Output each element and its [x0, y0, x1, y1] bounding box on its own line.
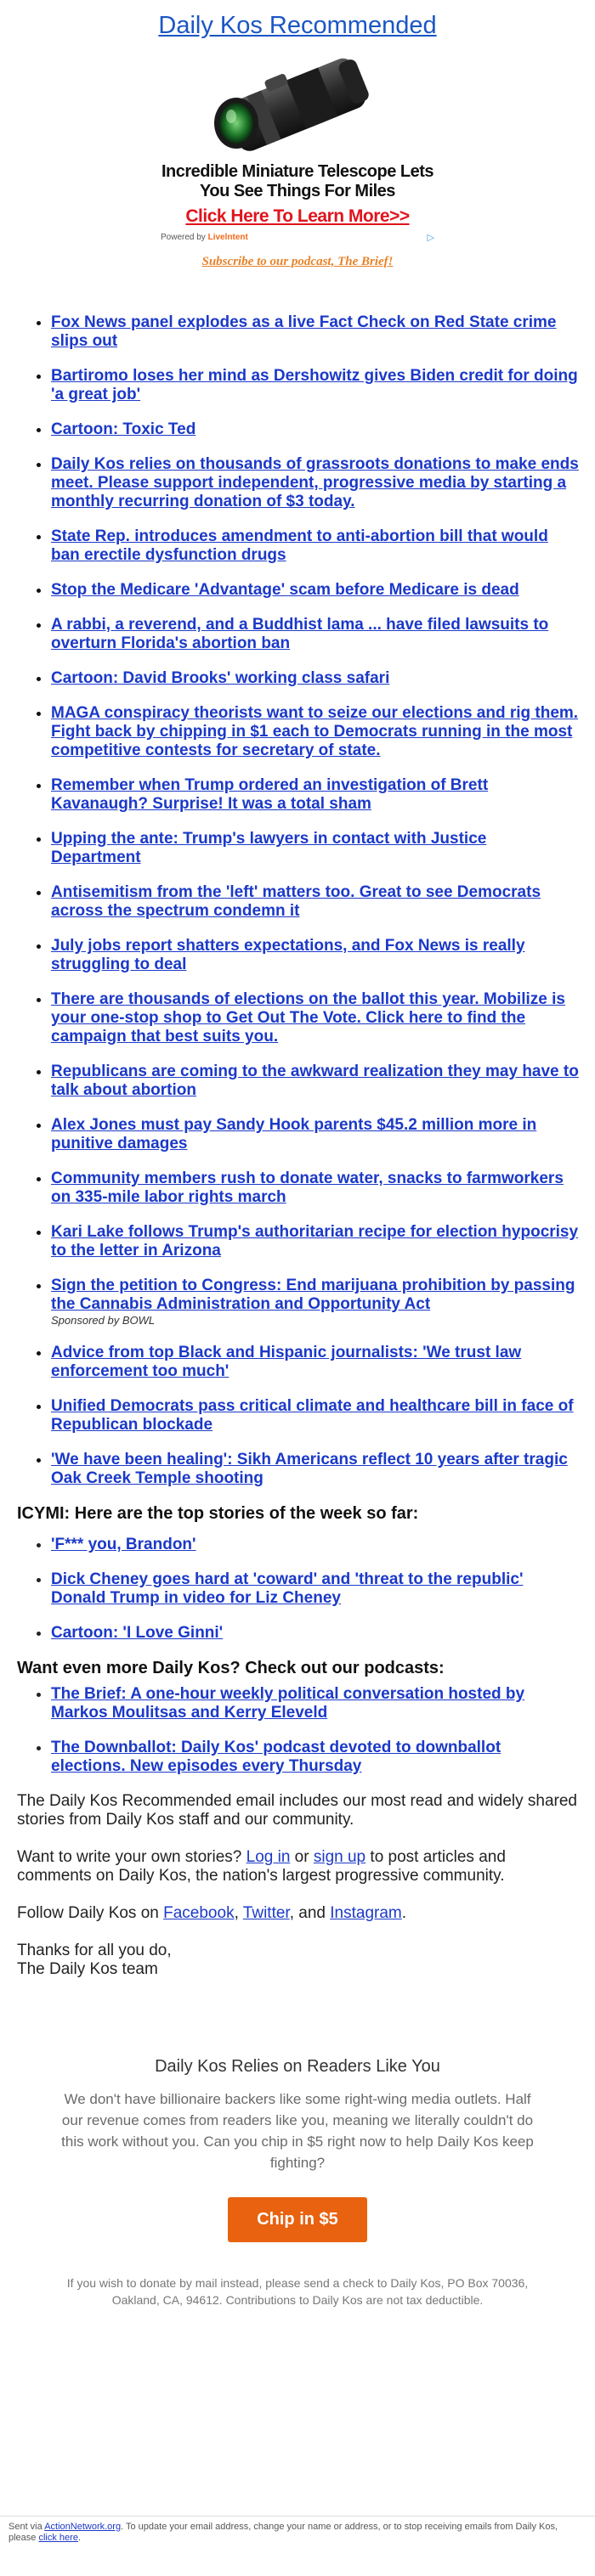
podcasts-heading: Want even more Daily Kos? Check out our podcasts:: [17, 1659, 445, 1677]
story-link[interactable]: Daily Kos relies on thousands of grassroots donations to make ends meet. Please support independent, progressive media by starting a monthly recurring donation of $3 today.: [51, 455, 579, 510]
donate-title: Daily Kos Relies on Readers Like You: [155, 2057, 440, 2076]
icymi-link[interactable]: 'F*** you, Brandon': [51, 1536, 196, 1553]
signoff-line: The Daily Kos team: [17, 1960, 158, 1978]
body-text: Follow Daily Kos on: [17, 1904, 164, 1922]
action-network-link[interactable]: ActionNetwork.org: [44, 2522, 122, 2532]
list-item: [51, 527, 595, 565]
icymi-heading: ICYMI: Here are the top stories of the week so far:: [17, 1504, 419, 1523]
podcasts-list: [0, 1685, 595, 1776]
list-item: [51, 455, 595, 511]
list-item: [51, 420, 595, 439]
list-item: [51, 990, 595, 1046]
body-text: to post articles and comments on Daily Kos, the nation's largest progressive community.: [17, 1848, 506, 1885]
footer-text: . To update your email address, change your name or address, or to stop receiving emails from Daily Kos, please: [8, 2522, 558, 2543]
list-item: [51, 581, 595, 600]
story-link[interactable]: State Rep. introduces amendment to anti-abortion bill that would ban erectile dysfunction drugs: [51, 527, 548, 564]
email-body: [17, 1792, 578, 1979]
story-link[interactable]: There are thousands of elections on the ballot this year. Mobilize is your one-stop shop to Get Out The Vote. Click here to find the campaign that best suits you.: [51, 990, 565, 1046]
login-link[interactable]: Log in: [246, 1848, 291, 1866]
story-link[interactable]: A rabbi, a reverend, and a Buddhist lama ... have filed lawsuits to overturn Florida's abortion ban: [51, 616, 549, 652]
list-item: [51, 367, 595, 404]
ad-cta-link[interactable]: Click Here To Learn More>>: [185, 206, 410, 226]
body-text: or: [290, 1848, 314, 1866]
ad-powered-by: [161, 233, 248, 242]
list-item: [51, 830, 595, 867]
list-item: [51, 1116, 595, 1153]
story-link[interactable]: Fox News panel explodes as a live Fact Check on Red State crime slips out: [51, 313, 557, 350]
signup-link[interactable]: sign up: [313, 1848, 366, 1866]
list-item: [51, 313, 595, 351]
list-item: [51, 776, 595, 814]
donate-section: [0, 2057, 595, 2308]
story-link[interactable]: Kari Lake follows Trump's authoritarian recipe for election hypocrisy to the letter in Arizona: [51, 1223, 579, 1260]
list-item: [51, 937, 595, 974]
list-item: [51, 1277, 595, 1327]
story-link[interactable]: Bartiromo loses her mind as Dershowitz gives Biden credit for doing 'a great job': [51, 367, 578, 403]
twitter-link[interactable]: Twitter: [242, 1904, 290, 1922]
podcast-link[interactable]: The Downballot: Daily Kos' podcast devoted to downballot elections. New episodes every Thursday: [51, 1739, 502, 1775]
list-item: [51, 1344, 595, 1381]
footer-text: .: [77, 2533, 82, 2543]
telescope-icon: [196, 48, 400, 159]
list-item: [51, 1063, 595, 1100]
list-item: [51, 1570, 595, 1608]
story-link[interactable]: Unified Democrats pass critical climate and healthcare bill in face of Republican blockade: [51, 1397, 574, 1434]
list-item: [51, 616, 595, 653]
story-link[interactable]: Cartoon: David Brooks' working class safari: [51, 669, 390, 687]
signoff: [17, 1942, 578, 1979]
story-link[interactable]: Stop the Medicare 'Advantage' scam before Medicare is dead: [51, 581, 519, 599]
story-link[interactable]: July jobs report shatters expectations, and Fox News is really struggling to deal: [51, 937, 525, 973]
list-item: [51, 1685, 595, 1722]
sponsor-label: Sponsored by BOWL: [51, 1314, 156, 1327]
story-link[interactable]: Republicans are coming to the awkward realization they may have to talk about abortion: [51, 1063, 579, 1099]
story-link[interactable]: Alex Jones must pay Sandy Hook parents $45.2 million more in punitive damages: [51, 1116, 537, 1153]
body-text: Want to write your own stories?: [17, 1848, 246, 1866]
ad-headline-line[interactable]: You See Things For Miles: [200, 182, 395, 200]
list-item: [51, 1451, 595, 1488]
donate-text: We don't have billionaire backers like some right-wing media outlets. Half our revenue comes from readers like you, meaning we literally couldn't do this work without you. Can you chip in $5 right now to help Daily Kos keep fighting?: [61, 2091, 534, 2171]
intro-paragraph: The Daily Kos Recommended email includes our most read and widely shared stories from Daily Kos staff and our community.: [17, 1792, 577, 1829]
ad-headline-line[interactable]: Incredible Miniature Telescope Lets: [162, 162, 434, 181]
list-item: [51, 1536, 595, 1554]
ad-headline[interactable]: [157, 162, 438, 201]
icymi-list: [0, 1536, 595, 1643]
list-item: [51, 1397, 595, 1435]
story-link[interactable]: Upping the ante: Trump's lawyers in contact with Justice Department: [51, 830, 487, 866]
list-item: [51, 1223, 595, 1260]
list-item: [51, 1739, 595, 1776]
body-text: ,: [234, 1904, 243, 1922]
write-stories-paragraph: [17, 1848, 578, 1885]
follow-paragraph: [17, 1904, 578, 1923]
header: [0, 0, 595, 40]
story-link[interactable]: Community members rush to donate water, snacks to farmworkers on 335-mile labor rights march: [51, 1170, 564, 1206]
story-link[interactable]: Advice from top Black and Hispanic journalists: 'We trust law enforcement too much': [51, 1344, 522, 1380]
story-link[interactable]: Remember when Trump ordered an investigation of Brett Kavanaugh? Surprise! It was a total sham: [51, 776, 489, 813]
story-link[interactable]: Cartoon: Toxic Ted: [51, 420, 196, 438]
list-item: [51, 1624, 595, 1643]
list-item: [51, 1170, 595, 1207]
story-link[interactable]: Antisemitism from the 'left' matters too. Great to see Democrats across the spectrum condemn it: [51, 883, 541, 920]
newsletter-title-link[interactable]: Daily Kos Recommended: [158, 12, 437, 39]
footer: [0, 2516, 595, 2544]
podcast-promo-link[interactable]: Subscribe to our podcast, The Brief!: [201, 255, 394, 268]
icymi-link[interactable]: Dick Cheney goes hard at 'coward' and 'threat to the republic' Donald Trump in video for Liz Cheney: [51, 1570, 524, 1607]
chip-in-button[interactable]: Chip in $5: [228, 2197, 367, 2242]
unsubscribe-link[interactable]: click here: [38, 2533, 78, 2543]
story-list: [0, 313, 595, 1488]
footer-text: Sent via: [8, 2522, 45, 2532]
signoff-line: Thanks for all you do,: [17, 1942, 172, 1959]
story-link[interactable]: MAGA conspiracy theorists want to seize our elections and rig them. Fight back by chipping in $1 each to Democrats running in the most competitive contests for secretary of state.: [51, 704, 579, 759]
adchoices-icon[interactable]: ▷: [427, 233, 434, 243]
ad-brand[interactable]: Livelntent: [207, 233, 248, 242]
body-text: , and: [289, 1904, 331, 1922]
telescope-image[interactable]: [196, 48, 400, 159]
body-text: .: [401, 1904, 407, 1922]
facebook-link[interactable]: Facebook: [163, 1904, 235, 1922]
advertisement[interactable]: [157, 48, 438, 243]
podcast-promo: [0, 255, 595, 269]
story-link[interactable]: Sign the petition to Congress: End marijuana prohibition by passing the Cannabis Administration and Opportunity Act: [51, 1277, 575, 1313]
mail-donation-note: If you wish to donate by mail instead, please send a check to Daily Kos, PO Box 70036, Oakland, CA, 94612. Contributions to Daily Kos are not tax deductible.: [66, 2276, 529, 2307]
powered-by-label: Powered by: [161, 233, 206, 242]
list-item: [51, 669, 595, 688]
podcast-link[interactable]: The Brief: A one-hour weekly political conversation hosted by Markos Moulitsas and Kerry Eleveld: [51, 1685, 525, 1722]
instagram-link[interactable]: Instagram: [330, 1904, 402, 1922]
list-item: [51, 883, 595, 921]
list-item: [51, 704, 595, 760]
ad-footer: [157, 232, 438, 243]
story-link[interactable]: 'We have been healing': Sikh Americans reflect 10 years after tragic Oak Creek Temple shooting: [51, 1451, 568, 1487]
icymi-link[interactable]: Cartoon: 'I Love Ginni': [51, 1624, 224, 1642]
